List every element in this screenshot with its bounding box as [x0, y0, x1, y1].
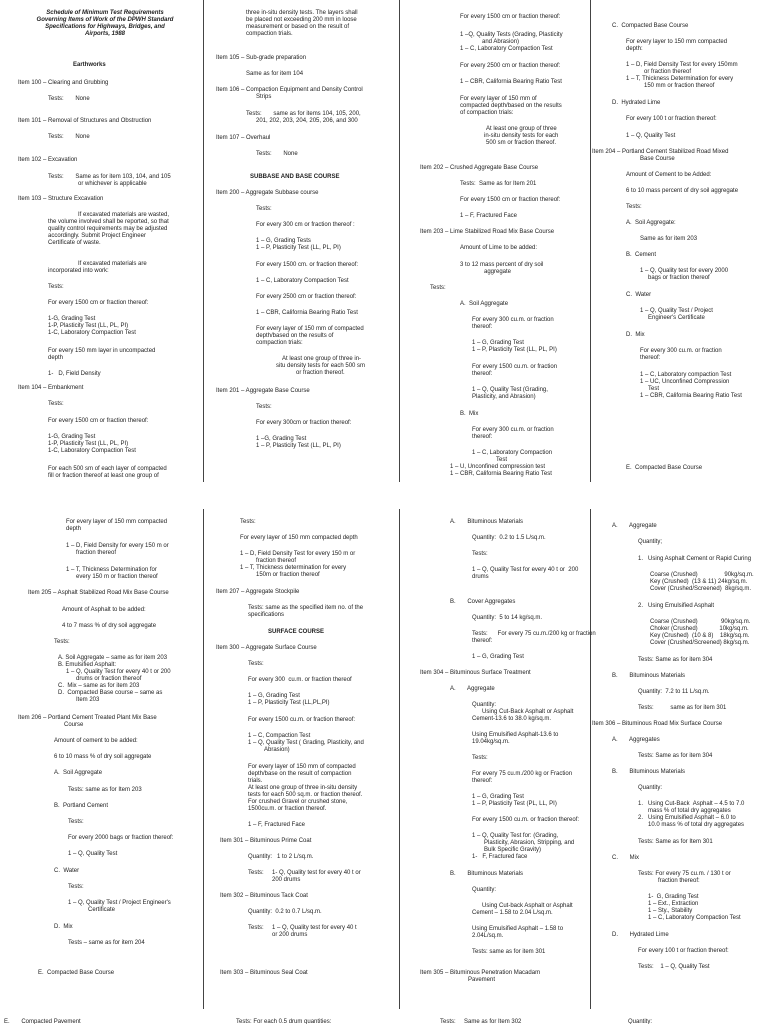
text-line: 1 – C, Laboratory compaction Test: [640, 372, 732, 378]
text-line: 1 – Q, Quality Test / Project Engineer's: [68, 900, 171, 906]
text-line: 1 – D, Field Density for every 150 m or: [66, 543, 169, 549]
text-line: 1 – C, Laboratory Compaction Test: [256, 278, 349, 284]
text-line: At least one group of three in-situ density: [248, 785, 358, 791]
text-line: If excavated materials are: [78, 261, 147, 267]
text-line: 2. Using Emulsified Asphalt: [638, 603, 715, 609]
text-line: 1 – Q, Quality test for every 2000: [640, 268, 729, 274]
text-line: be placed not exceeding 200 mm in loose: [246, 17, 357, 23]
text-line: 1 – F, Fractured Face: [248, 822, 306, 828]
text-line: For every 1500 cu.m. or fraction thereof:: [472, 817, 580, 823]
text-line: Tests:: [256, 404, 272, 410]
text-line: thereof:: [472, 778, 493, 784]
text-line: 1 – Ext., Extraction: [648, 901, 699, 907]
text-line: 1 – Q, Quality Test (Grading,: [472, 387, 548, 393]
text-line: Pavement: [468, 977, 496, 983]
text-line: of compaction trials:: [460, 110, 514, 116]
text-line: C. Mix: [612, 855, 639, 861]
text-line: 1 – G, Grading Test: [472, 654, 524, 660]
text-line: Tests: Same as for Item 301: [638, 839, 713, 845]
text-line: Base Course: [640, 156, 675, 162]
text-line: B. Portland Cement: [54, 803, 109, 809]
text-line: Tests:: [48, 401, 64, 407]
text-line: Item 102 – Excavation: [18, 157, 78, 163]
text-line: For every layer of 150 mm of: [460, 96, 537, 102]
text-line: Item 205 – Asphalt Stabilized Road Mix Base Course: [28, 590, 169, 596]
text-line: situ density tests for each 500 sm: [276, 363, 366, 369]
text-line: depth:: [626, 46, 643, 52]
text-line: Coarse (Crushed) 90kg/sq.m.: [650, 619, 751, 625]
text-line: C. Water: [54, 868, 80, 874]
text-line: Tests: Same as for Item 201: [460, 181, 537, 187]
text-line: Engineer's Certificate: [648, 315, 705, 321]
text-line: Item 103 – Structure Excavation: [18, 196, 104, 202]
text-line: Abrasion): [264, 747, 290, 753]
text-line: For every 1500 cm or fraction thereof:: [48, 418, 149, 424]
text-line: Quantity: 0.2 to 1.5 L/sq.m.: [472, 535, 546, 541]
text-line: 1-C, Laboratory Compaction Test: [48, 330, 136, 336]
text-line: Using Emulsified Asphalt – 1.58 to: [472, 926, 564, 932]
text-line: 1. Using Asphalt Cement or Rapid Curing: [638, 556, 752, 562]
text-line: 1 – CBR, California Bearing Ratio Test: [256, 310, 358, 316]
text-line: 1 – G, Grading Tests: [256, 238, 311, 244]
text-line: Quantity:: [472, 702, 497, 708]
text-line: C. Mix – same as for item 203: [58, 683, 140, 689]
cutoff-text-fragment: Quantity:: [628, 1019, 653, 1024]
document-title-line: Schedule of Minimum Test Requirements: [46, 10, 164, 16]
text-line: Tests:: [48, 284, 64, 290]
text-line: For every layer of 150 mm compacted depth: [240, 535, 358, 541]
text-line: Test: [496, 457, 508, 463]
text-line: fraction thereof: [256, 558, 297, 564]
text-line: For every 1500 cm or fraction thereof:: [460, 14, 561, 20]
text-line: 1 – P, Plasticity Test (PL, LL, PI): [472, 801, 557, 807]
text-line: quality control requirements may be adjusted: [48, 226, 168, 232]
text-line: 3 to 12 mass percent of dry soil: [460, 262, 544, 268]
text-line: fraction thereof: [76, 550, 117, 556]
text-line: 1 – C, Laboratory Compaction Test: [460, 46, 553, 52]
text-line: A. Soil Aggregate:: [626, 220, 676, 226]
text-line: 1- G, Grading Test: [648, 894, 699, 900]
text-line: Tests:: [472, 755, 488, 761]
text-line: Item 202 – Crushed Aggregate Base Course: [420, 165, 539, 171]
text-line: Tests: 1 – Q, Quality test for every 40 t: [248, 925, 357, 931]
text-line: For each 500 sm of each layer of compacted: [48, 466, 167, 472]
text-line: Tests: Same as for item 103, 104, and 105: [48, 174, 171, 180]
text-line: Tests: Same as for item 304: [638, 657, 713, 663]
cutoff-text-fragment: Tests: Same as for Item 302: [440, 1019, 522, 1024]
text-line: A. Soil Aggregate – same as for item 203: [58, 655, 168, 661]
text-line: Item 101 – Removal of Structures and Obstruction: [18, 118, 152, 124]
text-line: Item 300 – Aggregate Surface Course: [216, 645, 317, 651]
text-line: Using Cut-Back Asphalt or Asphalt: [482, 709, 574, 715]
text-line: specifications: [248, 612, 285, 618]
text-line: C. Compacted Base Course: [612, 23, 689, 29]
text-line: 1 – Q, Quality Test for every 40 t or 200: [66, 669, 171, 675]
text-line: For every 75 cu.m./200 kg or Fraction: [472, 771, 573, 777]
text-line: 1 – Q, Quality Test / Project: [640, 308, 713, 314]
text-line: 1-G, Grading Test: [48, 316, 96, 322]
text-line: Tests: 1- Q, Quality test for every 40 t or: [248, 870, 361, 876]
text-line: 201, 202, 203, 204, 205, 206, and 300: [256, 118, 358, 124]
text-line: Tests: None: [48, 134, 90, 140]
text-line: Tests – same as for item 204: [68, 940, 145, 946]
text-line: For every 100 t or fraction thereof:: [626, 116, 717, 122]
text-line: Item 301 – Bituminous Prime Coat: [220, 838, 312, 844]
text-line: Tests:: [472, 551, 488, 557]
text-line: Item 105 – Sub-grade preparation: [216, 55, 307, 61]
text-line: B. Bituminous Materials: [612, 673, 686, 679]
text-line: thereof:: [472, 434, 493, 440]
text-line: compacted depth/based on the results: [460, 103, 562, 109]
text-line: Tests: None: [256, 151, 298, 157]
text-line: Coarse (Crushed) 90kg/sq.m.: [650, 572, 754, 578]
text-line: B. Cover Aggregates: [450, 599, 516, 605]
text-line: Tests: 1 – Q, Quality Test: [638, 964, 710, 970]
text-line: 1 – Q, Quality Test for: (Grading,: [472, 833, 559, 839]
text-line: 1 – P, Plasticity Test (LL,PL,PI): [248, 700, 330, 706]
text-line: 1 – C, Laboratory Compaction: [472, 450, 553, 456]
text-line: Tests:: [54, 639, 70, 645]
text-line: A. Bituminous Materials: [450, 519, 524, 525]
text-line: 1 – CBR, California Bearing Ratio Test: [460, 79, 562, 85]
text-line: Item 302 – Bituminous Tack Coat: [220, 893, 308, 899]
text-line: 1 – P, Plasticity Test (LL, PL, PI): [472, 347, 557, 353]
text-line: Amount of Lime to be added:: [460, 245, 538, 251]
text-line: 1. Using Cut-Back Asphalt – 4.5 to 7.0: [638, 801, 745, 807]
text-line: Item 201 – Aggregate Base Course: [216, 388, 310, 394]
text-line: 1 – P, Plasticity Test (LL, PL, PI): [256, 443, 341, 449]
text-line: 1 – P, Plasticity Test (LL, PL, PI): [256, 245, 341, 251]
text-line: Tests: For every 75 cu.m. / 130 t or: [638, 871, 731, 877]
text-line: For every 300 cu.m. or fraction: [472, 317, 554, 323]
text-line: For every layer to 150 mm compacted: [626, 39, 728, 45]
text-line: drums or fraction thereof: [76, 676, 142, 682]
text-line: A. Aggregate: [450, 686, 495, 692]
text-line: 1 –G, Grading Test: [256, 436, 307, 442]
text-line: 1-P, Plasticity Test (LL, PL, PI): [48, 323, 129, 329]
text-line: 150 mm or fraction thereof: [644, 83, 715, 89]
page-gap: [0, 482, 768, 509]
text-line: Tests: None: [48, 96, 90, 102]
text-line: 1 – G, Grading Test: [472, 340, 524, 346]
text-line: three in-situ density tests. The layers shall: [246, 10, 358, 16]
column-divider: [399, 0, 400, 482]
text-line: tests for each 500 sq.m. or fraction thereof.: [248, 792, 363, 798]
text-line: For every 300 cu.m. or fraction: [640, 348, 722, 354]
text-line: Test: [648, 386, 660, 392]
text-line: Tests: same as for Item 203: [68, 787, 142, 793]
text-line: Strips: [256, 94, 272, 100]
text-line: or fraction thereof: [644, 69, 692, 75]
text-line: compaction trials:: [256, 340, 303, 346]
text-line: Choker (Crushed) 10kg/sq.m.: [650, 626, 749, 632]
text-line: For every 300 cm or fraction thereof :: [256, 222, 355, 228]
text-line: For every 2500 cm or fraction thereof:: [256, 294, 357, 300]
text-line: For every 300cm or fraction thereof:: [256, 420, 352, 426]
text-line: depth: [48, 355, 64, 361]
text-line: measurement or based on the result of: [246, 24, 350, 30]
text-line: Cover (Crushed/Screened) 8kg/sq.m.: [650, 640, 750, 646]
text-line: 1 – CBR, California Bearing Ratio Test: [640, 393, 742, 399]
cutoff-text-fragment: Tests: For each 0.5 drum quantities:: [236, 1019, 332, 1024]
text-line: For every 1500 cm or fraction thereof:: [48, 300, 149, 306]
text-line: incorporated into work:: [48, 268, 109, 274]
text-line: or 200 drums: [272, 932, 308, 938]
text-line: 500 sm or fraction thereof.: [486, 140, 557, 146]
text-line: Tests:: [248, 661, 264, 667]
text-line: Course: [64, 722, 84, 728]
text-line: 1 – Q, Quality Test: [68, 851, 118, 857]
text-line: Tests:: [626, 204, 642, 210]
text-line: depth: [66, 526, 82, 532]
text-line: For every 1500 cu.m. or fraction: [472, 364, 558, 370]
text-line: depth/base on the result of compaction: [248, 771, 352, 777]
document-page-bottom: [0, 509, 768, 1024]
text-line: Item 303 – Bituminous Seal Coat: [220, 970, 308, 976]
text-line: thereof:: [640, 355, 661, 361]
text-line: bags or fraction thereof: [648, 275, 710, 281]
text-line: aggregate: [484, 269, 512, 275]
text-line: For every 2000 bags or fraction thereof:: [68, 835, 174, 841]
text-line: 1 – F, Fractured Face: [460, 213, 518, 219]
text-line: drums: [472, 574, 489, 580]
text-line: Tests: Same as for item 304: [638, 753, 713, 759]
text-line: For every layer of 150 mm of compacted: [248, 764, 356, 770]
text-line: depth/based on the results of: [256, 333, 334, 339]
text-line: For every 2500 cm or fraction thereof:: [460, 63, 561, 69]
text-line: Item 204 – Portland Cement Stabilized Road Mixed: [592, 149, 729, 155]
text-line: 10.0 mass % of total dry aggregates: [648, 822, 745, 828]
text-line: For every 150 mm layer in uncompacted: [48, 348, 156, 354]
text-line: Quantity: 1 to 2 L/sq.m.: [248, 854, 314, 860]
text-line: B. Bituminous Materials: [612, 769, 686, 775]
text-line: Cement – 1.58 to 2.04 L/sq.m.: [472, 910, 553, 916]
section-heading: SUBBASE AND BASE COURSE: [250, 174, 340, 180]
text-line: 1 – G, Grading Test: [248, 693, 300, 699]
text-line: Using Cut-back Asphalt or Asphalt: [482, 903, 573, 909]
text-line: For every 300 cu.m. or fraction thereof: [248, 677, 352, 683]
text-line: Amount of cement to be added:: [54, 738, 138, 744]
text-line: For every 300 cu.m. or fraction: [472, 427, 554, 433]
text-line: At least one group of three: [486, 126, 557, 132]
text-line: For every layer of 150 mm compacted: [66, 519, 168, 525]
text-line: Item 203 – Lime Stabilized Road Mix Base Course: [420, 229, 555, 235]
text-line: Cement-13.6 to 38.0 kg/sq.m.: [472, 716, 552, 722]
text-line: E. Compacted Base Course: [38, 970, 115, 976]
text-line: Item 207 – Aggregate Stockpile: [216, 589, 300, 595]
document-title-line: Specifications for Highways, Bridges, and: [45, 24, 165, 30]
column-divider: [399, 509, 400, 1009]
text-line: Tests: same as for items 104, 105, 200,: [246, 111, 361, 117]
text-line: Certificate of waste.: [48, 240, 101, 246]
text-line: Using Emulsified Asphalt-13.6 to: [472, 732, 559, 738]
text-line: Tests: same as for item 301: [638, 705, 727, 711]
text-line: 1 – CBR, California Bearing Ratio Test: [450, 471, 552, 477]
text-line: fraction thereof:: [658, 878, 700, 884]
text-line: 1 – Sty., Stability: [648, 908, 693, 914]
text-line: D. Mix: [626, 332, 645, 338]
text-line: Item 206 – Portland Cement Treated Plant Mix Base: [18, 715, 157, 721]
text-line: E. Compacted Base Course: [626, 465, 703, 471]
text-line: 1 –Q, Quality Tests (Grading, Plasticity: [460, 32, 563, 38]
text-line: A. Soil Aggregate: [54, 770, 103, 776]
text-line: 1 – Q, Quality Test for every 40 t or 200: [472, 567, 579, 573]
text-line: 1- F, Fractured face: [472, 854, 528, 860]
text-line: accordingly. Submit Project Engineer: [48, 233, 146, 239]
column-divider: [590, 0, 591, 482]
text-line: Quantity: 7.2 to 11 L/sq.m.: [638, 689, 710, 695]
text-line: Key (Crushed) (10 & 8) 18kg/sq.m.: [650, 633, 750, 639]
text-line: Bulk Specific Gravity): [484, 847, 542, 853]
document-title-line: Governing Items of Work of the DPWH Standard: [36, 17, 174, 23]
text-line: Quantity: 5 to 14 kg/sq.m.: [472, 615, 543, 621]
text-line: Tests: same as for item 301: [472, 949, 546, 955]
text-line: Tests:: [430, 285, 446, 291]
text-line: 2. Using Emulsified Asphalt – 6.0 to: [638, 815, 736, 821]
text-line: thereof:: [472, 638, 493, 644]
text-line: Amount of Cement to be Added:: [626, 172, 712, 178]
text-line: 19.04kg/sq.m.: [472, 739, 510, 745]
text-line: D. Hydrated Lime: [612, 100, 661, 106]
text-line: mass % of total dry aggregates: [648, 808, 731, 814]
text-line: Amount of Asphalt to be added:: [62, 607, 146, 613]
text-line: Item 305 – Bituminous Penetration Macadam: [420, 970, 541, 976]
text-line: thereof:: [472, 371, 493, 377]
text-line: Quantity:: [472, 887, 497, 893]
text-line: 1 – D, Field Density Test for every 150mm: [626, 62, 738, 68]
text-line: and Abrasion): [482, 39, 520, 45]
text-line: D. Hydrated Lime: [612, 932, 669, 938]
text-line: Key (Crushed) (13 & 11) 24kg/sq.m.: [650, 579, 748, 585]
text-line: For crushed Gravel or crushed stone,: [248, 799, 348, 805]
text-line: 1 – U, Unconfined compression test: [450, 464, 546, 470]
text-line: compaction trials.: [246, 31, 293, 37]
section-heading: SURFACE COURSE: [268, 629, 325, 635]
text-line: the volume involved shall be reported, so that: [48, 219, 169, 225]
text-line: Tests:: [68, 819, 84, 825]
text-line: Tests:: [256, 206, 272, 212]
column-divider: [590, 509, 591, 1009]
text-line: in-situ density tests for each: [484, 133, 559, 139]
text-line: or fraction thereof.: [296, 370, 345, 376]
text-line: A. Soil Aggregate: [460, 301, 509, 307]
cutoff-text-fragment: E. Compacted Pavement: [4, 1019, 81, 1024]
text-line: B. Bituminous Materials: [450, 871, 524, 877]
text-line: 1 – T, Thickness determination for every: [240, 565, 347, 571]
text-line: or whichever is applicable: [78, 181, 147, 187]
text-line: Item 104 – Embankment: [18, 385, 84, 391]
text-line: Quantity:: [638, 785, 663, 791]
text-line: For every 1500 cm. or fraction thereof:: [256, 262, 359, 268]
text-line: 6 to 10 mass percent of dry soil aggregate: [626, 188, 739, 194]
text-line: 1 – T, Thickness Determination for every: [626, 76, 734, 82]
text-line: 1-C, Laboratory Compaction Test: [48, 448, 136, 454]
text-line: Item 200 – Aggregate Subbase course: [216, 190, 319, 196]
text-line: 1 – C, Compaction Test: [248, 733, 311, 739]
section-heading: Earthworks: [73, 62, 106, 68]
text-line: Item 100 – Clearing and Grubbing: [18, 80, 109, 86]
text-line: 150m or fraction thereof: [256, 572, 320, 578]
text-line: thereof:: [472, 324, 493, 330]
text-line: Item 304 – Bituminous Surface Treatment: [420, 670, 531, 676]
text-line: Tests:: [68, 884, 84, 890]
text-line: 1 – C, Laboratory Compaction Test: [648, 915, 741, 921]
text-line: D. Compacted Base course – same as: [58, 690, 163, 696]
text-line: 200 drums: [272, 877, 301, 883]
text-line: 1-P, Plasticity Test (LL, PL, PI): [48, 441, 129, 447]
text-line: 1 – D, Field Density Test for every 150 m or: [240, 551, 356, 557]
text-line: For every layer of 150 mm of compacted: [256, 326, 364, 332]
text-line: Certificate: [88, 907, 116, 913]
text-line: 1 – T, Thickness Determination for: [66, 567, 157, 573]
text-line: fill or fraction thereof at least one group of: [48, 473, 159, 479]
text-line: 1500cu.m. or fraction thereof.: [248, 806, 327, 812]
text-line: Quantity: 0.2 to 0.7 L/sq.m.: [248, 909, 322, 915]
text-line: A. Aggregate: [612, 523, 657, 529]
document-title-line: Airports, 1988: [84, 31, 126, 37]
text-line: For every 1500 cm or fraction thereof:: [460, 197, 561, 203]
text-line: 1- D, Field Density: [48, 371, 101, 377]
text-line: every 150 m or fraction thereof: [76, 574, 158, 580]
text-line: 4 to 7 mass % of dry soil aggregate: [62, 623, 157, 629]
text-line: Item 306 – Bituminous Road Mix Surface Course: [592, 721, 723, 727]
text-line: 2.04L/sq.m.: [472, 933, 504, 939]
text-line: D. Mix: [54, 924, 73, 930]
text-line: C. Water: [626, 292, 652, 298]
text-line: Cover (Crushed/Screened) 8kg/sq.m.: [650, 586, 752, 592]
text-line: Tests:: [240, 519, 256, 525]
column-divider: [203, 0, 204, 482]
text-line: 6 to 10 mass % of dry soil aggregate: [54, 754, 152, 760]
text-line: 1-G, Grading Test: [48, 434, 96, 440]
text-line: B. Cement: [626, 252, 657, 258]
text-line: For every 100 t or fraction thereof:: [638, 948, 729, 954]
text-line: Plasticity, and Abrasion): [472, 394, 536, 400]
text-line: trials.: [248, 778, 263, 784]
text-line: 1 – Q, Quality Test ( Grading, Plasticity, and: [248, 740, 364, 746]
text-line: A. Aggregates: [612, 737, 660, 743]
column-divider: [203, 509, 204, 1009]
text-line: 1 – UC, Unconfined Compression: [640, 379, 730, 385]
text-line: 1 – Q, Quality Test: [626, 133, 676, 139]
text-line: Item 107 – Overhaul: [216, 135, 271, 141]
document-page-top: [0, 0, 768, 482]
text-line: Plasticity, Abrasion, Stripping, and: [484, 840, 575, 846]
text-line: Quantity;: [638, 539, 663, 545]
text-line: B. Emulsified Asphalt:: [58, 662, 117, 668]
text-line: Tests: For every 75 cu.m./200 kg or fraction: [472, 631, 596, 637]
text-line: Same as for item 104: [246, 71, 304, 77]
text-line: Item 106 – Compaction Equipment and Density Control: [216, 87, 363, 93]
text-line: Item 203: [76, 697, 100, 703]
text-line: B. Mix: [460, 411, 479, 417]
text-line: Same as for item 203: [640, 236, 698, 242]
text-line: At least one group of three in-: [282, 356, 362, 362]
text-line: If excavated materials are wasted,: [78, 212, 170, 218]
text-line: Tests: same as the specified item no. of the: [248, 605, 364, 611]
text-line: For every 1500 cu.m. or fraction thereof:: [248, 717, 356, 723]
text-line: 1 – G, Grading Test: [472, 794, 524, 800]
